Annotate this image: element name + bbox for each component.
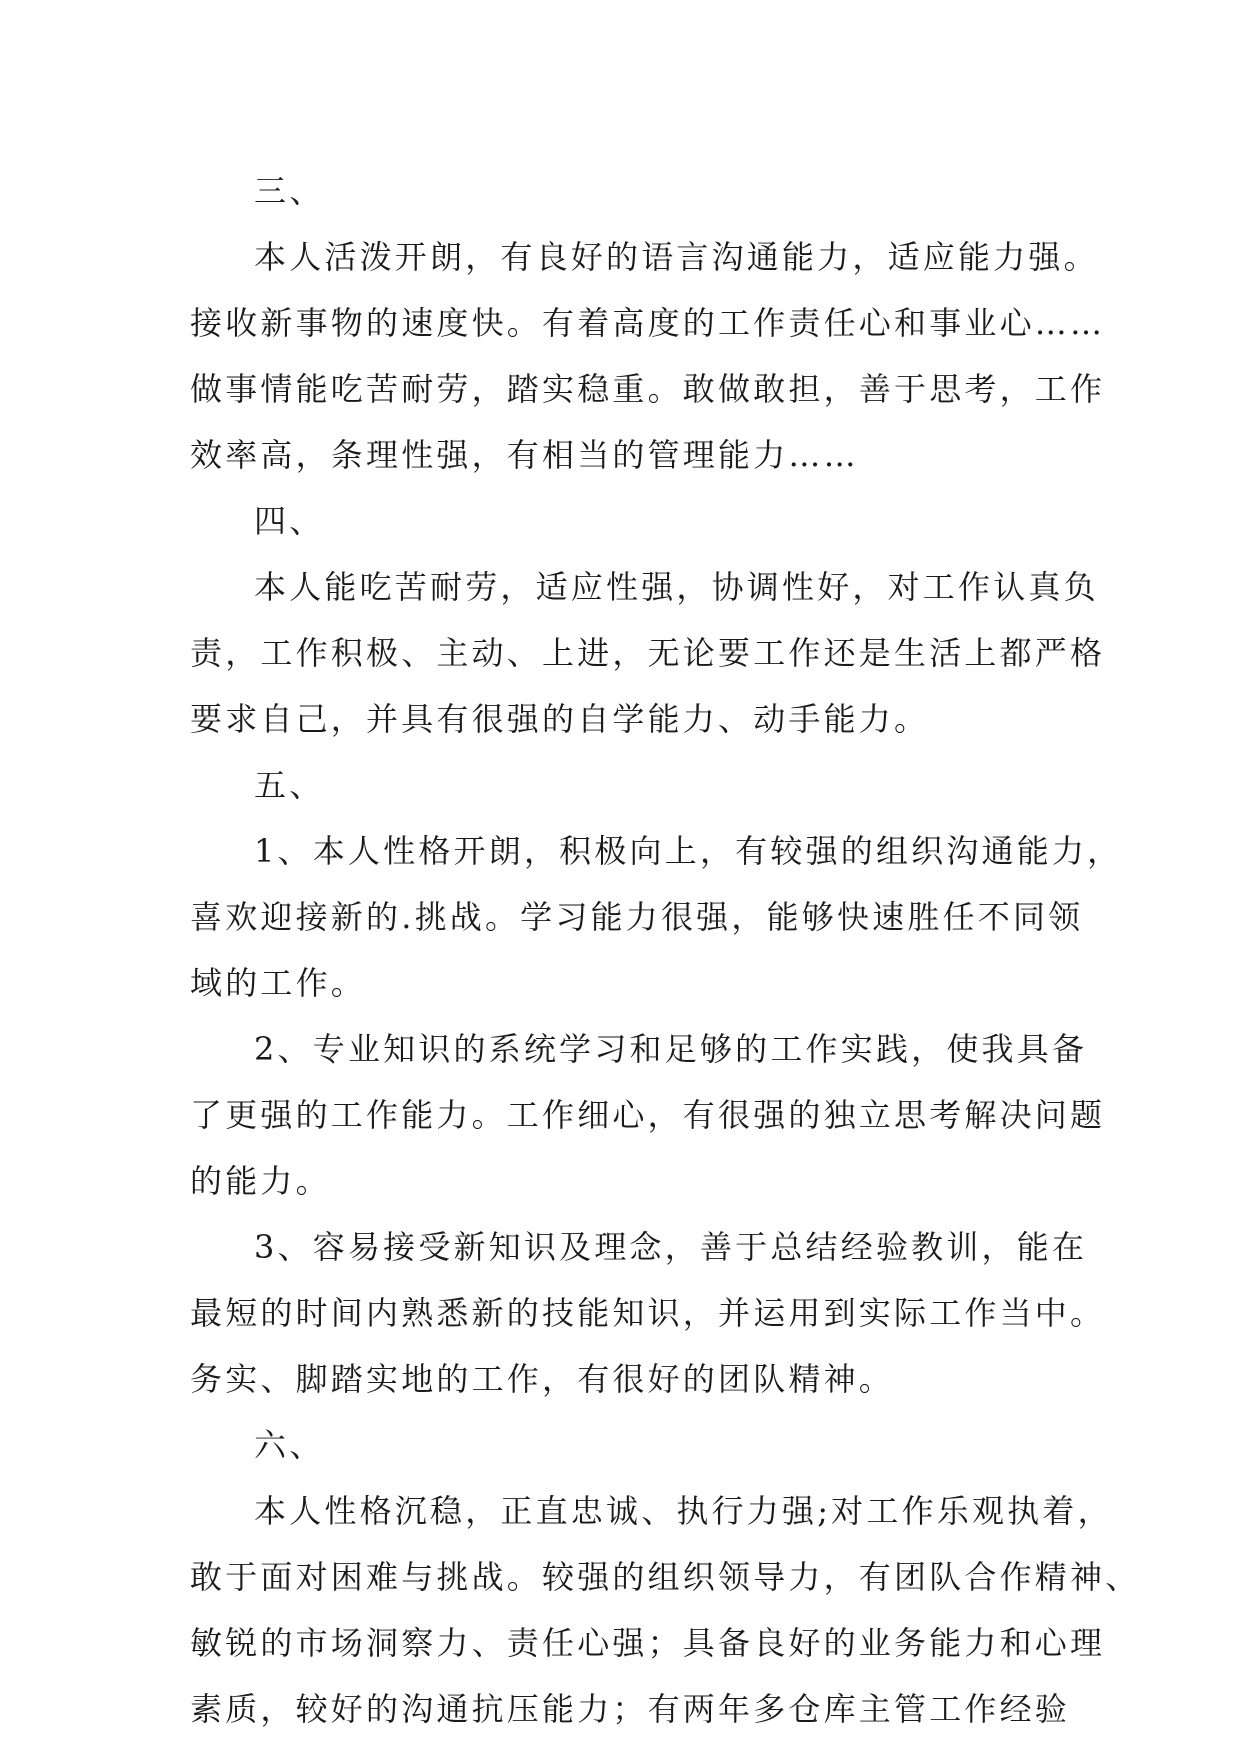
paragraph-line: 敏锐的市场洞察力、责任心强；具备良好的业务能力和心理: [190, 1624, 1106, 1662]
paragraph-line: 素质，较好的沟通抗压能力；有两年多仓库主管工作经验: [190, 1690, 1071, 1728]
paragraph-line: 务实、脚踏实地的工作，有很好的团队精神。: [190, 1360, 895, 1398]
section-heading: 五、: [254, 766, 325, 804]
paragraph-line: 本人性格沉稳，正直忠诚、执行力强;对工作乐观执着，: [254, 1492, 1113, 1530]
paragraph-line: 喜欢迎接新的.挑战。学习能力很强，能够快速胜任不同领: [190, 898, 1084, 936]
paragraph-line: 效率高，条理性强，有相当的管理能力……: [190, 436, 859, 474]
paragraph-line: 敢于面对困难与挑战。较强的组织领导力，有团队合作精神、: [190, 1558, 1141, 1596]
document-page: [190, 158, 1141, 1742]
paragraph-line: 的能力。: [190, 1162, 331, 1200]
section-heading: 六、: [254, 1426, 325, 1464]
paragraph-line: 本人活泼开朗，有良好的语言沟通能力，适应能力强。: [254, 238, 1099, 276]
paragraph-line: 要求自己，并具有很强的自学能力、动手能力。: [190, 700, 930, 738]
paragraph-line: 接收新事物的速度快。有着高度的工作责任心和事业心……: [190, 304, 1106, 342]
section-heading: 四、: [254, 502, 325, 540]
paragraph-line: 了更强的工作能力。工作细心，有很强的独立思考解决问题: [190, 1096, 1106, 1134]
paragraph-line: 责，工作积极、主动、上进，无论要工作还是生活上都严格: [190, 634, 1106, 672]
section-heading: 三、: [254, 172, 325, 210]
paragraph-line: 2、专业知识的系统学习和足够的工作实践，使我具备: [254, 1030, 1088, 1068]
paragraph-line: 本人能吃苦耐劳，适应性强，协调性好，对工作认真负: [254, 568, 1099, 606]
paragraph-line: 做事情能吃苦耐劳，踏实稳重。敢做敢担，善于思考，工作: [190, 370, 1106, 408]
paragraph-line: 1、本人性格开朗，积极向上，有较强的组织沟通能力，: [254, 832, 1123, 870]
paragraph-line: 域的工作。: [190, 964, 367, 1002]
paragraph-line: 3、容易接受新知识及理念，善于总结经验教训，能在: [254, 1228, 1088, 1266]
paragraph-line: 最短的时间内熟悉新的技能知识，并运用到实际工作当中。: [190, 1294, 1106, 1332]
